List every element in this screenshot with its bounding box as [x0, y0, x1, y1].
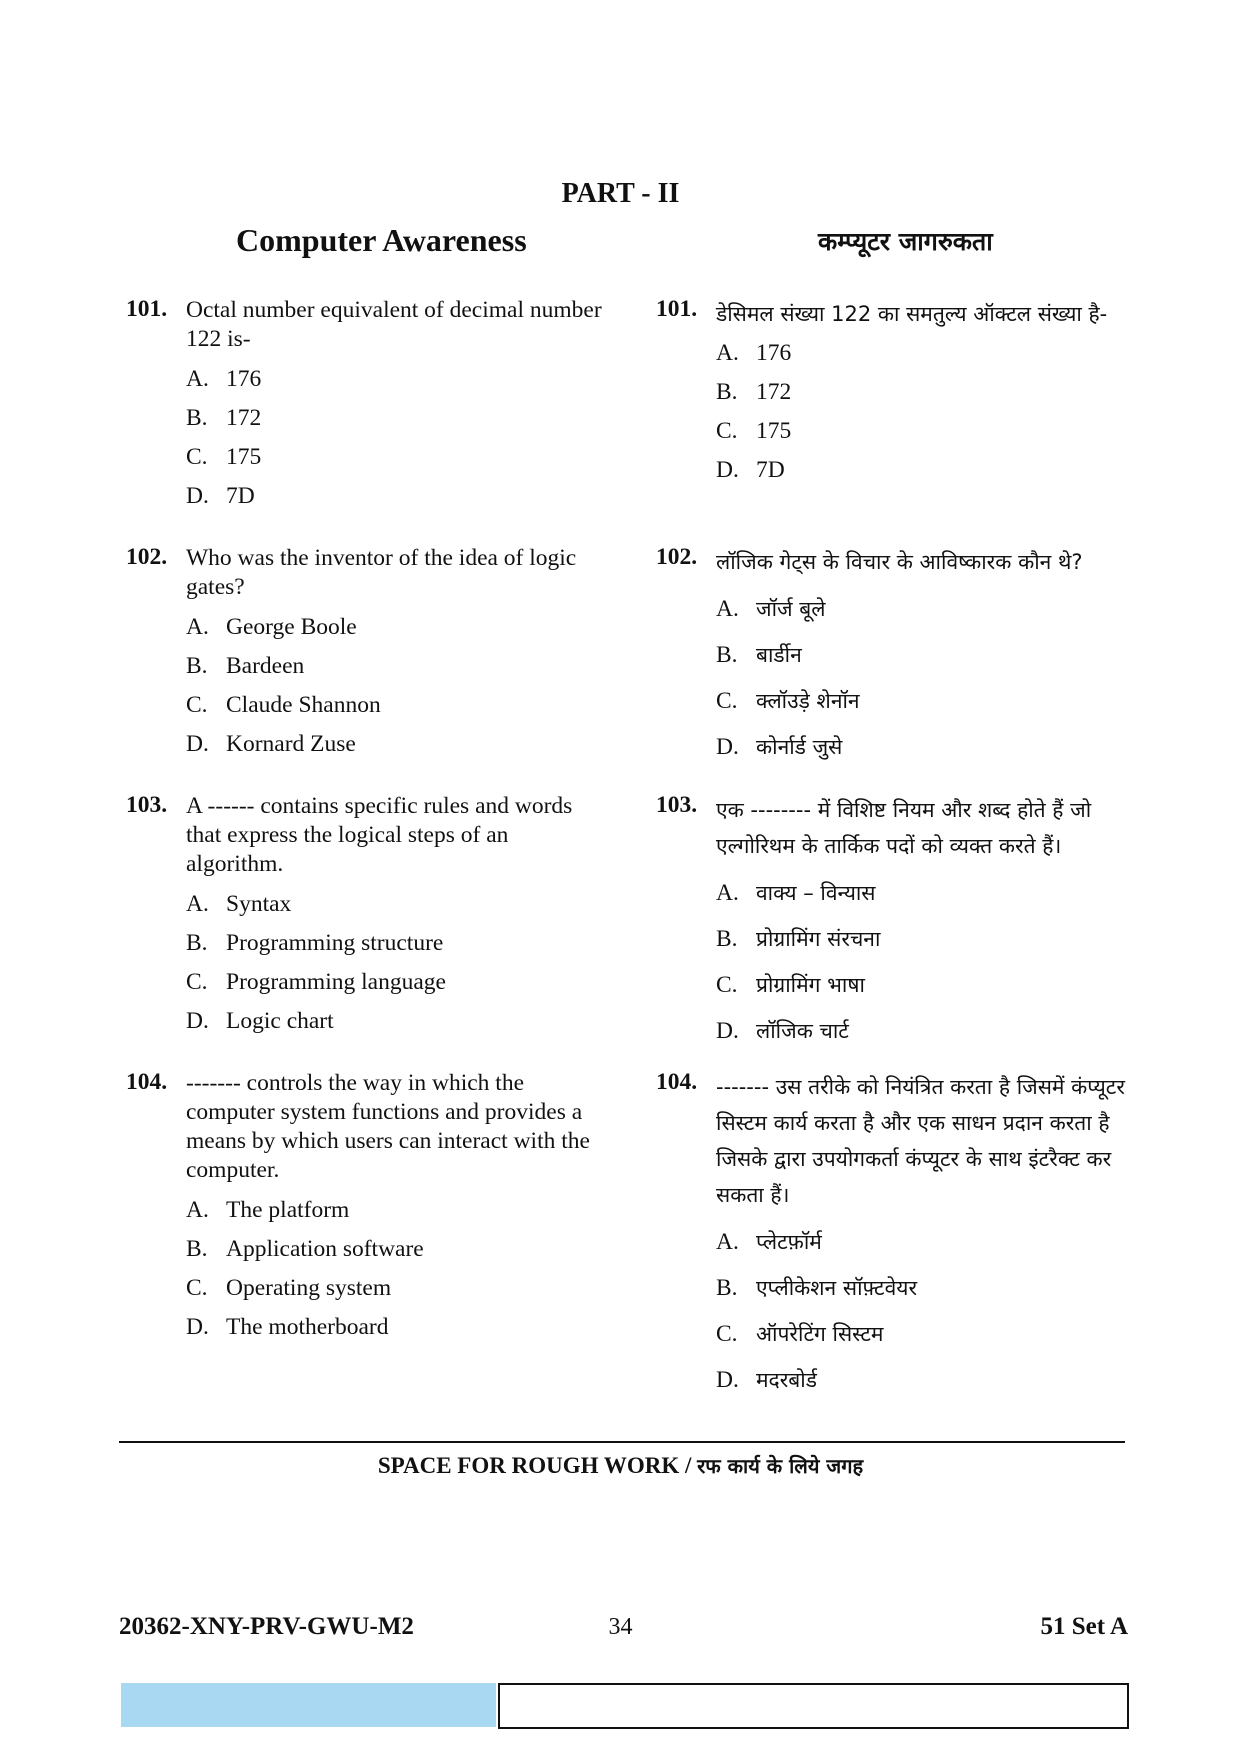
option-a — [716, 586, 1126, 632]
option-text: ऑपरेटिंग सिस्टम — [756, 1322, 884, 1346]
option-text: Syntax — [226, 891, 292, 917]
option-d — [186, 725, 606, 764]
option-a — [716, 870, 1126, 916]
option-label: C. — [716, 418, 738, 444]
option-d — [186, 1308, 606, 1347]
option-c — [716, 412, 1126, 451]
option-c — [186, 686, 606, 725]
option-label: A. — [716, 340, 739, 366]
option-text: 7D — [226, 483, 255, 509]
option-label: A. — [186, 1197, 209, 1223]
option-text: मदरबोर्ड — [756, 1368, 817, 1392]
option-label: B. — [186, 653, 208, 679]
option-label: D. — [186, 1314, 209, 1340]
section-title-en: Computer Awareness — [236, 222, 527, 258]
option-label: D. — [716, 1017, 739, 1044]
question-number: 102. — [656, 544, 698, 570]
option-d — [716, 724, 1126, 770]
option-text: George Boole — [226, 614, 357, 640]
option-text: प्रोग्रामिंग भाषा — [756, 973, 865, 997]
option-c — [186, 1269, 606, 1308]
option-label: C. — [716, 687, 738, 714]
option-text: 172 — [226, 405, 262, 431]
question-104-en — [126, 1069, 606, 1347]
option-c — [716, 678, 1126, 724]
option-c — [716, 1311, 1126, 1357]
option-b — [186, 1230, 606, 1269]
option-b — [186, 647, 606, 686]
option-text: Bardeen — [226, 653, 305, 679]
option-label: B. — [186, 1236, 208, 1262]
page-number: 34 — [608, 1614, 633, 1640]
option-d — [186, 477, 606, 516]
option-text: लॉजिक चार्ट — [756, 1019, 849, 1043]
option-d — [716, 1008, 1126, 1054]
question-text: ------- उस तरीके को नियंत्रित करता है जिसमें कंप्यूटर सिस्टम कार्य करता है और एक साधन प्रदान करता है जिसके द्वारा उपयोगकर्ता कंप्यूटर के साथ इंटरैक्ट कर सकता हैं। — [716, 1075, 1125, 1207]
option-label: B. — [186, 405, 208, 431]
option-text: 175 — [756, 418, 792, 444]
option-label: B. — [186, 930, 208, 956]
option-label: D. — [186, 483, 209, 509]
option-label: A. — [716, 595, 739, 622]
option-text: जॉर्ज बूले — [756, 597, 826, 621]
option-b — [186, 924, 606, 963]
option-label: A. — [716, 879, 739, 906]
option-c — [186, 963, 606, 1002]
option-label: A. — [186, 614, 209, 640]
footer-color-bar — [121, 1683, 496, 1727]
question-103-en — [126, 792, 606, 1041]
option-label: C. — [716, 1320, 738, 1347]
option-label: C. — [186, 692, 208, 718]
section-title-hi: कम्प्यूटर जागरुकता — [818, 227, 993, 256]
question-text: ------- controls the way in which the computer system functions and provides a means by which users can interact with the computer. — [186, 1070, 590, 1183]
option-text: Kornard Zuse — [226, 731, 356, 757]
question-101-en — [126, 296, 606, 516]
option-text: प्रोग्रामिंग संरचना — [756, 927, 881, 951]
option-text: Claude Shannon — [226, 692, 381, 718]
option-b — [716, 1265, 1126, 1311]
question-number: 103. — [126, 792, 168, 818]
question-text: A ------ contains specific rules and words that express the logical steps of an algorithm. — [186, 793, 573, 877]
option-b — [716, 916, 1126, 962]
option-text: Logic chart — [226, 1008, 334, 1034]
option-text: 172 — [756, 379, 792, 405]
option-text: एप्लीकेशन सॉफ़्टवेयर — [756, 1276, 918, 1300]
option-text: Application software — [226, 1236, 424, 1262]
option-text: 175 — [226, 444, 262, 470]
option-label: A. — [186, 891, 209, 917]
option-text: 176 — [756, 340, 792, 366]
rough-work-en: SPACE FOR ROUGH WORK / — [377, 1453, 692, 1478]
option-c — [186, 438, 606, 477]
question-number: 104. — [656, 1069, 698, 1095]
question-104-hi — [656, 1069, 1126, 1403]
question-text: Who was the inventor of the idea of logic gates? — [186, 545, 577, 600]
rough-work-hi: रफ कार्य के लिये जगह — [697, 1454, 864, 1478]
option-a — [716, 1219, 1126, 1265]
option-d — [716, 1357, 1126, 1403]
option-a — [716, 334, 1126, 373]
question-103-hi — [656, 792, 1126, 1054]
option-label: A. — [186, 366, 209, 392]
option-d — [186, 1002, 606, 1041]
part-title: PART - II — [561, 178, 680, 209]
paper-code: 20362-XNY-PRV-GWU-M2 — [119, 1613, 414, 1640]
option-text: Operating system — [226, 1275, 392, 1301]
option-a — [186, 360, 606, 399]
set-label: 51 Set A — [1040, 1613, 1128, 1640]
option-text: Programming structure — [226, 930, 444, 956]
option-b — [716, 373, 1126, 412]
option-label: D. — [716, 1366, 739, 1393]
divider-line — [119, 1441, 1125, 1443]
question-number: 101. — [126, 296, 168, 322]
option-text: The platform — [226, 1197, 350, 1223]
option-a — [186, 608, 606, 647]
option-label: B. — [716, 641, 738, 668]
option-label: B. — [716, 1274, 738, 1301]
option-text: The motherboard — [226, 1314, 389, 1340]
option-label: C. — [186, 1275, 208, 1301]
option-label: D. — [186, 1008, 209, 1034]
option-label: C. — [186, 969, 208, 995]
option-label: D. — [716, 457, 739, 483]
question-number: 101. — [656, 296, 698, 322]
question-101-hi — [656, 296, 1126, 490]
option-text: कोर्नार्ड जुसे — [756, 735, 843, 759]
option-text: प्लेटफ़ॉर्म — [756, 1230, 822, 1254]
question-number: 104. — [126, 1069, 168, 1095]
option-label: A. — [716, 1228, 739, 1255]
option-label: C. — [716, 971, 738, 998]
option-label: C. — [186, 444, 208, 470]
option-text: Programming language — [226, 969, 446, 995]
question-102-en — [126, 544, 606, 764]
question-text: डेसिमल संख्या 122 का समतुल्य ऑक्टल संख्या है- — [716, 302, 1108, 326]
option-d — [716, 451, 1126, 490]
option-label: D. — [186, 731, 209, 757]
question-102-hi — [656, 544, 1126, 770]
option-a — [186, 1191, 606, 1230]
option-a — [186, 885, 606, 924]
question-number: 102. — [126, 544, 168, 570]
option-text: क्लॉउड़े शेनॉन — [756, 689, 860, 713]
question-text: लॉजिक गेट्स के विचार के आविष्कारक कौन थे? — [716, 550, 1083, 574]
option-b — [716, 632, 1126, 678]
option-label: D. — [716, 733, 739, 760]
rough-work-label — [0, 1452, 1241, 1479]
footer-empty-box — [498, 1683, 1129, 1729]
question-text: एक -------- में विशिष्ट नियम और शब्द होते हैं जो एल्गोरिथम के तार्किक पदों को व्यक्त करते हैं। — [716, 798, 1092, 858]
option-b — [186, 399, 606, 438]
option-text: बार्डीन — [756, 643, 802, 667]
option-text: 7D — [756, 457, 785, 483]
option-label: B. — [716, 379, 738, 405]
option-text: वाक्य – विन्यास — [756, 881, 876, 905]
option-label: B. — [716, 925, 738, 952]
option-c — [716, 962, 1126, 1008]
option-text: 176 — [226, 366, 262, 392]
question-number: 103. — [656, 792, 698, 818]
question-text: Octal number equivalent of decimal number 122 is- — [186, 297, 602, 352]
